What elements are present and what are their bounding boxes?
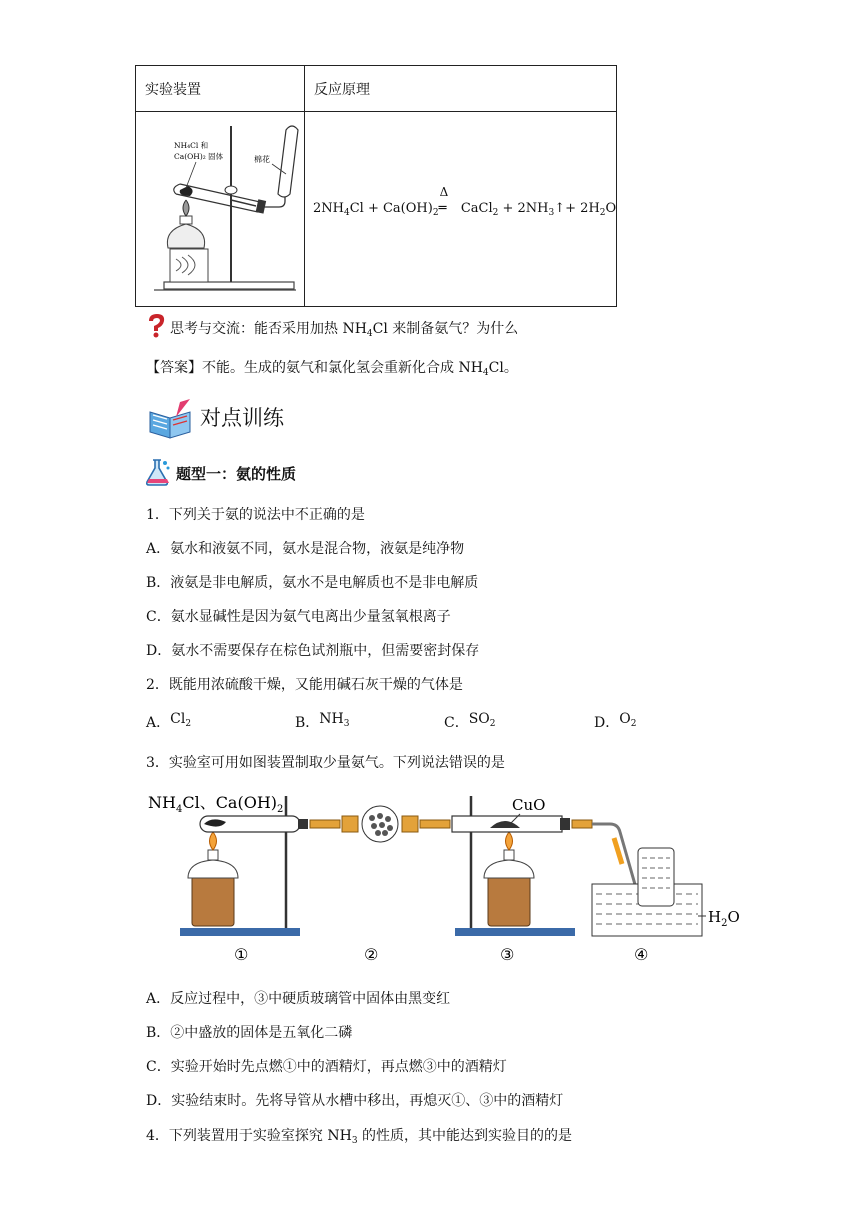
q2-stem: 2．既能用浓硫酸干燥，又能用碱石灰干燥的气体是 xyxy=(146,677,463,693)
label-reagents: $NH_4Cl$、$Ca(OH)_2$ xyxy=(148,793,284,815)
option-formula: Cl xyxy=(170,711,186,727)
eq-part: CaCl xyxy=(460,200,493,216)
q3-option-b: B．②中盛放的固体是五氧化二磷 xyxy=(146,1025,353,1041)
book-icon xyxy=(146,398,196,440)
question-type-title: 题型一：氨的性质 xyxy=(176,465,297,483)
eq-sub: 2 xyxy=(492,207,499,218)
q2-option-a xyxy=(146,712,191,733)
table-header-principle: 反应原理 xyxy=(305,66,617,112)
option-label: A． xyxy=(146,715,171,731)
q4-sub: 3 xyxy=(351,1136,358,1146)
label-reagent: NH₄Cl 和 xyxy=(174,141,209,150)
heat-condition xyxy=(438,184,453,216)
eq-part: + 2NH xyxy=(498,200,549,216)
label-num-2: ② xyxy=(364,945,379,964)
q1-option-a: A．氨水和液氨不同，氨水是混合物，液氨是纯净物 xyxy=(146,541,465,557)
q3-stem: 3．实验室可用如图装置制取少量氨气。下列说法错误的是 xyxy=(146,755,505,771)
table-header-apparatus: 实验装置 xyxy=(136,66,305,112)
think-text-a: 思考与交流：能否采用加热 NH xyxy=(170,321,367,337)
label-num-4: ④ xyxy=(634,945,649,964)
label-num-1: ① xyxy=(234,945,249,964)
label-water: $H_2O$ xyxy=(708,908,740,929)
option-label: D． xyxy=(594,715,620,731)
section-title: 对点训练 xyxy=(200,406,284,430)
eq-sub: 4 xyxy=(343,207,350,218)
q1-option-b: B．液氨是非电解质，氨水不是电解质也不是非电解质 xyxy=(146,575,479,591)
q4-stem-a: 4．下列装置用于实验室探究 NH xyxy=(146,1128,352,1144)
label-cotton: 棉花 xyxy=(254,155,270,164)
q1-option-c: C．氨水显碱性是因为氨气电离出少量氢氧根离子 xyxy=(146,609,451,625)
option-label: B． xyxy=(295,715,320,731)
option-formula: SO xyxy=(468,711,490,727)
q1-option-d: D．氨水不需要保存在棕色试剂瓶中，但需要密封保存 xyxy=(146,643,480,659)
ammonia-preparation-apparatus xyxy=(136,112,304,302)
option-formula: NH xyxy=(319,711,344,727)
eq-part: Cl + Ca(OH) xyxy=(349,200,433,216)
answer-text-a: 【答案】不能。生成的氨气和氯化氢会重新化合成 NH xyxy=(146,360,483,376)
experiment-table xyxy=(135,65,617,307)
q2-option-d xyxy=(594,712,636,733)
think-sub: 4 xyxy=(366,329,373,339)
q4-stem xyxy=(146,1125,572,1146)
answer-sub: 4 xyxy=(482,368,489,378)
eq-part: ↑+ 2H xyxy=(554,200,600,216)
q2-option-b xyxy=(295,712,350,733)
option-formula: O xyxy=(619,711,631,727)
label-reagent-2: Ca(OH)₂ 固体 xyxy=(174,152,224,161)
option-label: C． xyxy=(444,715,469,731)
think-text-b: Cl 来制备氨气？为什么 xyxy=(372,321,519,337)
option-sub: 2 xyxy=(630,719,637,729)
delta-symbol: Δ xyxy=(439,184,449,199)
option-sub: 2 xyxy=(185,719,192,729)
question-icon xyxy=(146,313,166,339)
q3-option-c: C．实验开始时先点燃①中的酒精灯，再点燃③中的酒精灯 xyxy=(146,1059,507,1075)
reaction-equation xyxy=(305,112,617,307)
eq-part: 2NH xyxy=(313,200,344,216)
label-num-3: ③ xyxy=(500,945,515,964)
equal-sign: ═ xyxy=(438,200,447,216)
answer-text xyxy=(146,357,518,378)
eq-sub: 2 xyxy=(599,207,606,218)
q3-option-a: A．反应过程中，③中硬质玻璃管中固体由黑变红 xyxy=(146,991,451,1007)
label-cuo: CuO xyxy=(512,796,546,814)
eq-sub: 3 xyxy=(548,207,555,218)
option-sub: 3 xyxy=(343,719,350,729)
q4-stem-b: 的性质，其中能达到实验目的的是 xyxy=(357,1128,573,1144)
q3-option-d: D．实验结束时。先将导管从水槽中移出，再熄灭①、③中的酒精灯 xyxy=(146,1093,564,1109)
eq-sub: 2 xyxy=(432,207,439,218)
eq-part: O xyxy=(605,200,617,216)
answer-text-b: Cl。 xyxy=(488,360,518,376)
think-discuss-text xyxy=(170,318,518,339)
flask-icon xyxy=(143,457,173,487)
option-sub: 2 xyxy=(489,719,496,729)
q1-stem: 1．下列关于氨的说法中不正确的是 xyxy=(146,507,365,523)
q2-option-c xyxy=(444,712,496,733)
apparatus-diagram-cell xyxy=(136,112,305,307)
ammonia-reduction-apparatus xyxy=(140,788,750,968)
